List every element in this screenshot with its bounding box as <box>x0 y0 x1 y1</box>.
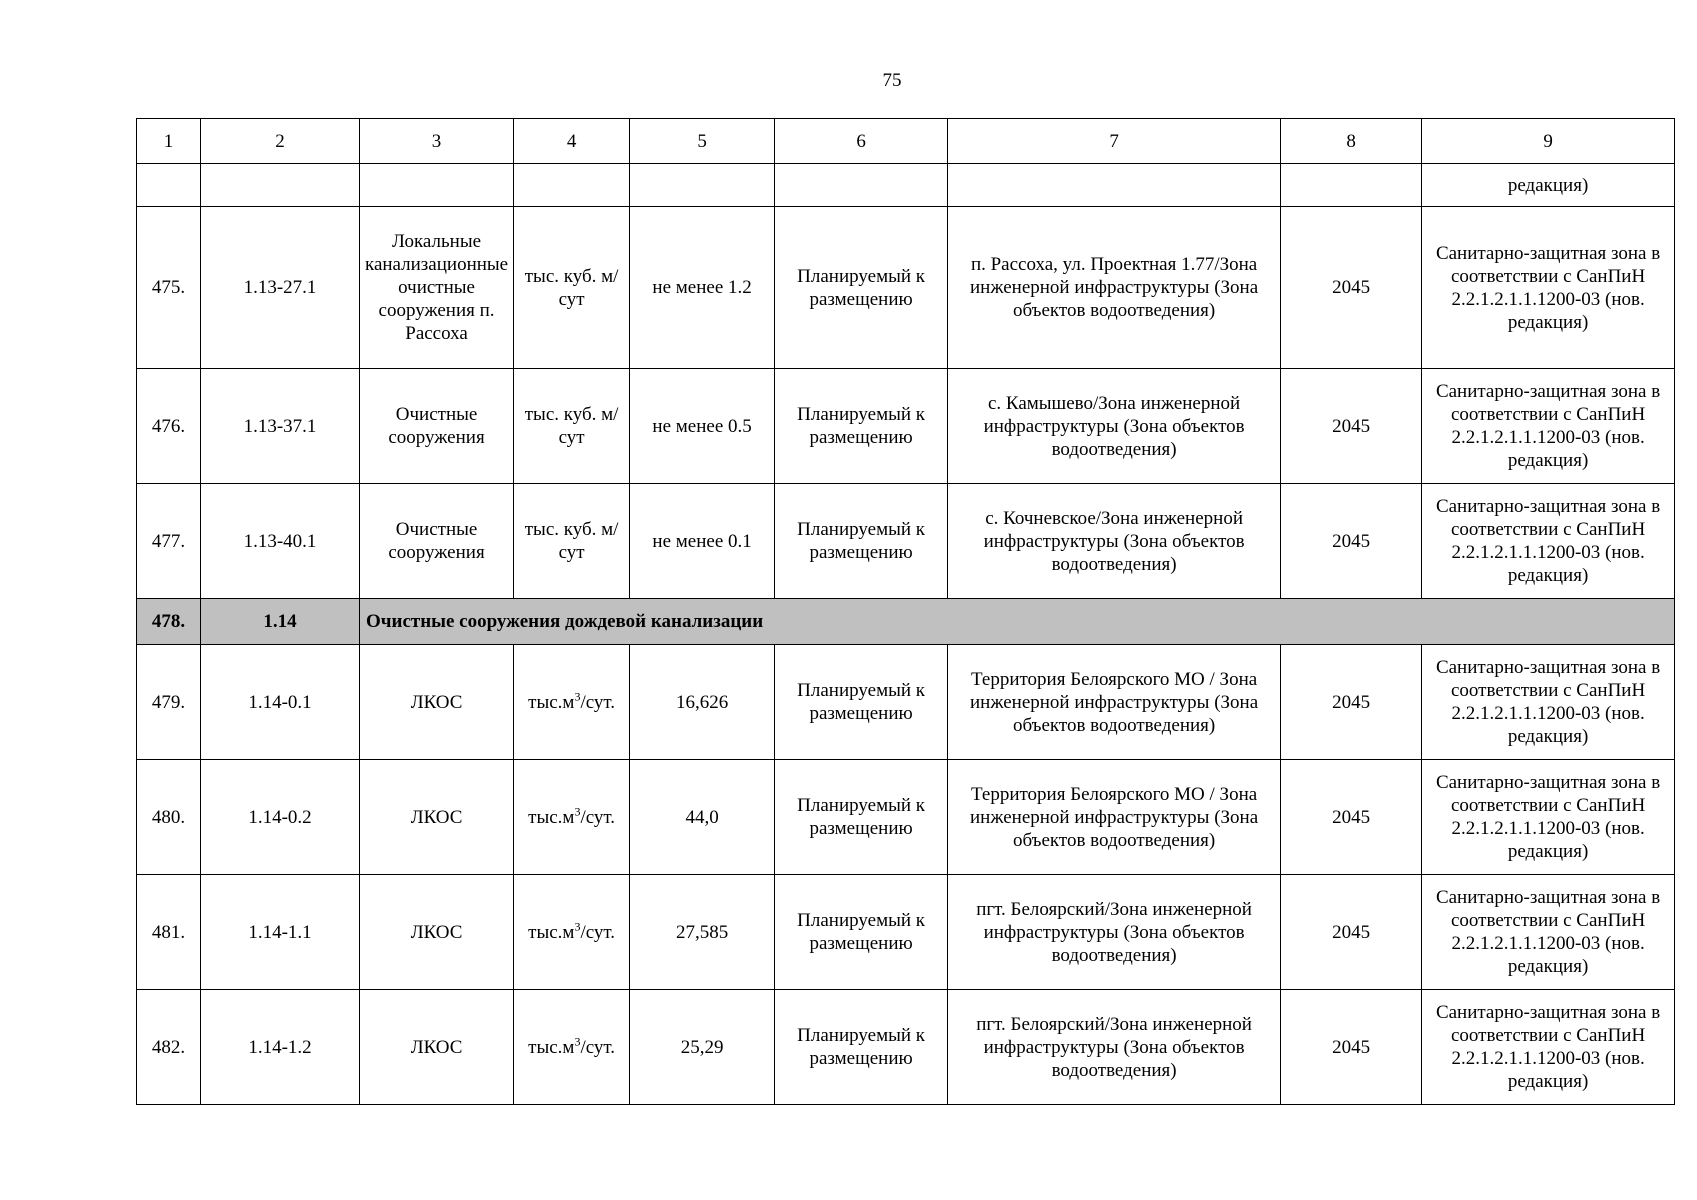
row-code: 1.13-40.1 <box>201 484 360 599</box>
unit-base: тыс.м <box>528 1036 575 1058</box>
row-value: не менее 1.2 <box>630 207 775 369</box>
row-location: Территория Белоярского МО / Зона инженерной инфраструктуры (Зона объектов водоотведения) <box>948 645 1281 760</box>
row-value: 16,626 <box>630 645 775 760</box>
row-unit: тыс. куб. м/сут <box>514 369 630 484</box>
row-location: с. Камышево/Зона инженерной инфраструктуры (Зона объектов водоотведения) <box>948 369 1281 484</box>
table-row <box>137 645 1675 760</box>
unit-superscript: 3 <box>574 804 581 819</box>
unit-base: тыс.м <box>528 806 575 828</box>
row-unit <box>514 990 630 1105</box>
row-unit <box>514 645 630 760</box>
section-code: 1.14 <box>201 599 360 645</box>
table-row <box>137 875 1675 990</box>
table-row <box>137 369 1675 484</box>
row-number: 480. <box>137 760 201 875</box>
row-value: 44,0 <box>630 760 775 875</box>
row-status: Планируемый к размещению <box>775 484 948 599</box>
row-unit <box>514 875 630 990</box>
header-cell: 3 <box>360 119 514 164</box>
row-value: 27,585 <box>630 875 775 990</box>
row-code: 1.13-27.1 <box>201 207 360 369</box>
row-year: 2045 <box>1281 990 1422 1105</box>
row-unit: тыс. куб. м/сут <box>514 484 630 599</box>
objects-table <box>136 118 1675 1105</box>
unit-superscript: 3 <box>574 689 581 704</box>
row-zone: Санитарно-защитная зона в соответствии с СанПиН 2.2.1.2.1.1.1200-03 (нов. редакция) <box>1422 484 1675 599</box>
continuation-zone-cell: редакция) <box>1422 164 1675 207</box>
row-status: Планируемый к размещению <box>775 990 948 1105</box>
row-year: 2045 <box>1281 369 1422 484</box>
row-object-name: Очистные сооружения <box>360 369 514 484</box>
row-number: 482. <box>137 990 201 1105</box>
header-cell: 9 <box>1422 119 1675 164</box>
unit-tail: /сут. <box>580 921 616 943</box>
row-number: 481. <box>137 875 201 990</box>
header-cell: 1 <box>137 119 201 164</box>
row-object-name: Локальные канализационные очистные сооружения п. Рассоха <box>360 207 514 369</box>
table-row <box>137 207 1675 369</box>
row-code: 1.14-0.2 <box>201 760 360 875</box>
row-code: 1.14-1.2 <box>201 990 360 1105</box>
row-object-name: Очистные сооружения <box>360 484 514 599</box>
row-zone: Санитарно-защитная зона в соответствии с СанПиН 2.2.1.2.1.1.1200-03 (нов. редакция) <box>1422 875 1675 990</box>
table-row <box>137 990 1675 1105</box>
row-year: 2045 <box>1281 875 1422 990</box>
unit-tail: /сут. <box>580 1036 616 1058</box>
header-cell: 7 <box>948 119 1281 164</box>
unit-superscript: 3 <box>574 1034 581 1049</box>
section-number: 478. <box>137 599 201 645</box>
header-cell: 5 <box>630 119 775 164</box>
row-number: 477. <box>137 484 201 599</box>
row-zone: Санитарно-защитная зона в соответствии с СанПиН 2.2.1.2.1.1.1200-03 (нов. редакция) <box>1422 207 1675 369</box>
row-code: 1.14-0.1 <box>201 645 360 760</box>
header-cell: 6 <box>775 119 948 164</box>
header-cell: 2 <box>201 119 360 164</box>
page-number: 75 <box>882 70 902 91</box>
header-cell: 8 <box>1281 119 1422 164</box>
unit-tail: /сут. <box>580 806 616 828</box>
row-status: Планируемый к размещению <box>775 875 948 990</box>
header-row <box>137 119 1675 164</box>
row-status: Планируемый к размещению <box>775 369 948 484</box>
row-year: 2045 <box>1281 207 1422 369</box>
unit-tail: /сут. <box>580 691 616 713</box>
row-year: 2045 <box>1281 760 1422 875</box>
section-title: Очистные сооружения дождевой канализации <box>360 599 1675 645</box>
row-object-name: ЛКОС <box>360 875 514 990</box>
unit-base: тыс.м <box>528 921 575 943</box>
row-number: 475. <box>137 207 201 369</box>
row-unit <box>514 760 630 875</box>
row-unit: тыс. куб. м/сут <box>514 207 630 369</box>
unit-superscript: 3 <box>574 919 581 934</box>
row-zone: Санитарно-защитная зона в соответствии с СанПиН 2.2.1.2.1.1.1200-03 (нов. редакция) <box>1422 990 1675 1105</box>
row-value: 25,29 <box>630 990 775 1105</box>
row-location: пгт. Белоярский/Зона инженерной инфраструктуры (Зона объектов водоотведения) <box>948 990 1281 1105</box>
header-cell: 4 <box>514 119 630 164</box>
row-location: пгт. Белоярский/Зона инженерной инфраструктуры (Зона объектов водоотведения) <box>948 875 1281 990</box>
row-year: 2045 <box>1281 484 1422 599</box>
row-object-name: ЛКОС <box>360 760 514 875</box>
row-location: п. Рассоха, ул. Проектная 1.77/Зона инженерной инфраструктуры (Зона объектов водоотведения) <box>948 207 1281 369</box>
row-status: Планируемый к размещению <box>775 760 948 875</box>
row-location: с. Кочневское/Зона инженерной инфраструктуры (Зона объектов водоотведения) <box>948 484 1281 599</box>
unit-base: тыс.м <box>528 691 575 713</box>
table-row <box>137 760 1675 875</box>
row-zone: Санитарно-защитная зона в соответствии с СанПиН 2.2.1.2.1.1.1200-03 (нов. редакция) <box>1422 645 1675 760</box>
row-code: 1.13-37.1 <box>201 369 360 484</box>
row-code: 1.14-1.1 <box>201 875 360 990</box>
table-row <box>137 484 1675 599</box>
row-status: Планируемый к размещению <box>775 207 948 369</box>
continuation-row <box>137 164 1675 207</box>
row-year: 2045 <box>1281 645 1422 760</box>
row-number: 479. <box>137 645 201 760</box>
row-object-name: ЛКОС <box>360 990 514 1105</box>
row-value: не менее 0.5 <box>630 369 775 484</box>
row-number: 476. <box>137 369 201 484</box>
row-location: Территория Белоярского МО / Зона инженерной инфраструктуры (Зона объектов водоотведения) <box>948 760 1281 875</box>
row-value: не менее 0.1 <box>630 484 775 599</box>
row-object-name: ЛКОС <box>360 645 514 760</box>
row-zone: Санитарно-защитная зона в соответствии с СанПиН 2.2.1.2.1.1.1200-03 (нов. редакция) <box>1422 760 1675 875</box>
row-zone: Санитарно-защитная зона в соответствии с СанПиН 2.2.1.2.1.1.1200-03 (нов. редакция) <box>1422 369 1675 484</box>
section-row <box>137 599 1675 645</box>
row-status: Планируемый к размещению <box>775 645 948 760</box>
